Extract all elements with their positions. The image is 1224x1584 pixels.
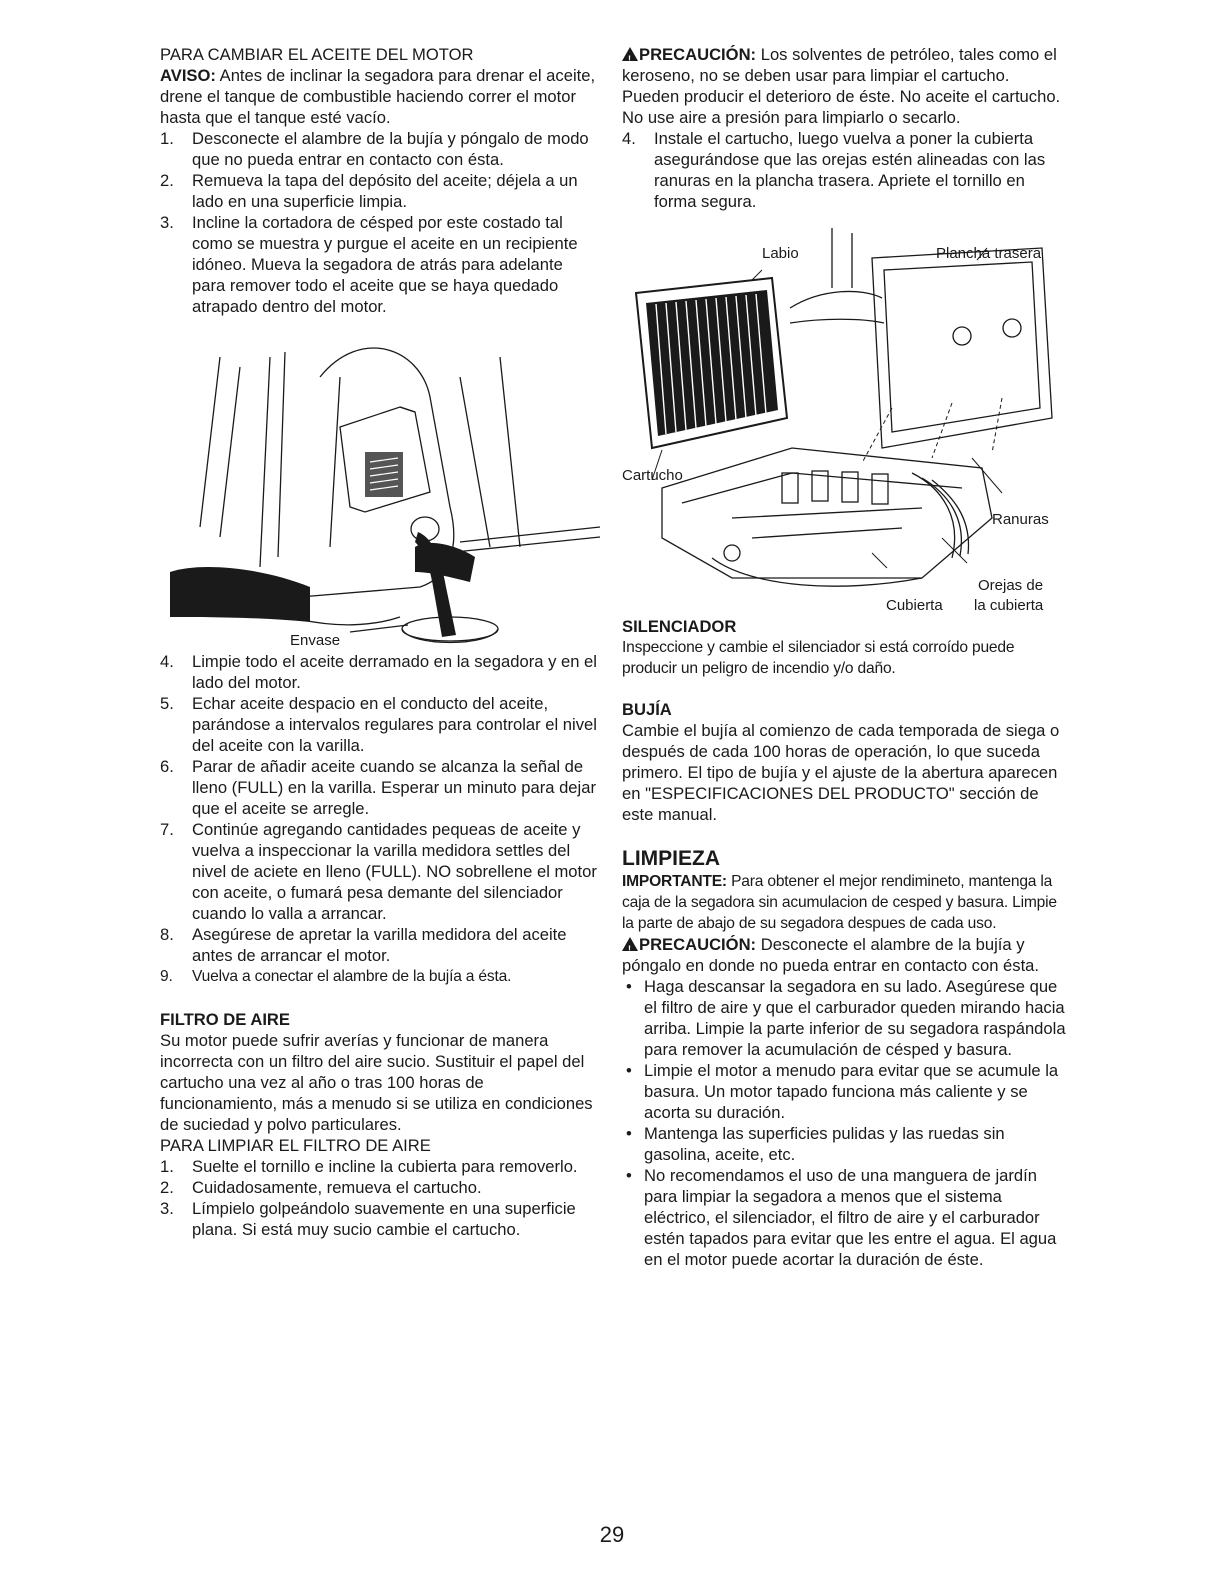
ranuras-label: Ranuras (992, 511, 1049, 528)
list-item (622, 1123, 1068, 1165)
oil-change-heading: PARA CAMBIAR EL ACEITE DEL MOTOR (160, 45, 474, 64)
step-number: 2. (160, 1178, 174, 1197)
spark-plug-body: Cambie el bujía al comienzo de cada temporada de siega o después de cada 100 horas de operación, lo que suceda primero. El tipo de bujía y el ajuste de la abertura aparecen en "ESPECIFICACIONES DEL PRODUCTO" sección de este manual. (622, 721, 1060, 824)
list-item (622, 1165, 1068, 1270)
step-text: Límpielo golpeándolo suavemente en una superficie plana. Si está muy sucio cambie el cartucho. (192, 1199, 576, 1239)
cleaning-important (622, 871, 1068, 934)
cleaning-section (622, 847, 1068, 1270)
step-number: 4. (160, 652, 174, 671)
list-item (160, 924, 600, 966)
left-column (160, 44, 600, 1240)
air-filter-body: Su motor puede sufrir averías y funcionar de manera incorrecta con un filtro del aire sucio. Sustituir el papel del cartucho una vez al año o tras 100 horas de funcionamiento, más a menudo si se utiliza en condiciones de suciedad y polvo particulares. (160, 1031, 593, 1134)
cleaning-heading: LIMPIEZA (622, 847, 720, 870)
bullet-text: No recomendamos el uso de una manguera de jardín para limpiar la segadora a menos que el sistema eléctrico, el silenciador, el filtro de aire y el carburador estén tapados para evitar que les entre el agua. El agua en el motor puede acortar la duración de éste. (644, 1166, 1057, 1269)
caution-text: Los solventes de petróleo, tales como el keroseno, no se deben usar para limpiar el cartucho. Pueden producir el deterioro de éste. No aceite el cartucho. No use aire a presión para limpiarlo o secarlo. (622, 45, 1061, 127)
plancha-label: Plancha trasera (936, 245, 1042, 262)
bullet-icon: • (626, 1166, 632, 1185)
air-filter-illustration (622, 218, 1068, 614)
air-filter-steps (160, 1156, 600, 1240)
step-text: Limpie todo el aceite derramado en la segadora y en el lado del motor. (192, 652, 597, 692)
list-item (622, 128, 1068, 212)
list-item (160, 212, 600, 317)
notice-label: AVISO: (160, 66, 216, 85)
bullet-text: Haga descansar la segadora en su lado. Asegúrese que el filtro de aire y que el carburador queden mirando hacia arriba. Limpie la parte inferior de su segadora raspándola para remover la acumulación de césped y basura. (644, 977, 1066, 1059)
list-item (622, 976, 1068, 1060)
caution-label: PRECAUCIÓN: (639, 935, 757, 954)
step-number: 6. (160, 757, 174, 776)
step-number: 3. (160, 213, 174, 232)
step-number: 1. (160, 1157, 174, 1176)
step-text: Suelte el tornillo e incline la cubierta para removerlo. (192, 1157, 578, 1176)
warning-icon (622, 937, 638, 951)
step-text: Cuidadosamente, remueva el cartucho. (192, 1178, 482, 1197)
warning-icon (622, 47, 638, 61)
muffler-body: Inspeccione y cambie el silenciador si está corroído puede producir un peligro de incendio y/o daño. (622, 639, 1015, 677)
caution-text: Desconecte el alambre de la bujía y póngalo en donde no pueda entrar en contacto con ésta. (622, 935, 1040, 975)
list-item (160, 1198, 600, 1240)
labio-label: Labio (762, 245, 799, 262)
air-filter-subheading: PARA LIMPIAR EL FILTRO DE AIRE (160, 1136, 431, 1155)
right-column (622, 44, 1068, 1270)
step-text: Parar de añadir aceite cuando se alcanza la señal de lleno (FULL) en la varilla. Esperar un minuto para dejar que el aceite se arregle. (192, 757, 596, 818)
envase-label: Envase (290, 632, 341, 649)
list-item (160, 966, 600, 987)
step-text: Echar aceite despacio en el conducto del aceite, parándose a intervalos regulares para controlar el nivel del aceite con la varilla. (192, 694, 597, 755)
orejas-label-line1: Orejas de (978, 577, 1044, 594)
important-label: IMPORTANTE: (622, 873, 727, 890)
important-text: Para obtener el mejor rendimineto, mantenga la caja de la segadora sin acumulacion de cesped y basura. Limpie la parte de abajo de su segadora despues de cada uso. (622, 873, 1057, 932)
step-text: Desconecte el alambre de la bujía y póngalo de modo que no pueda entrar en contacto con ésta. (192, 129, 589, 169)
step-text: Instale el cartucho, luego vuelva a poner la cubierta asegurándose que las orejas estén alineadas con las ranuras en la plancha trasera. Apriete el tornillo en forma segura. (654, 129, 1046, 211)
caution-solvents (622, 44, 1068, 128)
step-number: 1. (160, 129, 174, 148)
list-item (160, 693, 600, 756)
cleaning-caution (622, 934, 1068, 976)
list-item (160, 1156, 600, 1177)
step-number: 7. (160, 820, 174, 839)
notice-text: Antes de inclinar la segadora para drenar el aceite, drene el tanque de combustible haciendo correr el motor hasta que el tanque esté vacío. (160, 66, 596, 127)
bullet-text: Limpie el motor a menudo para evitar que se acumule la basura. Un motor tapado funciona más caliente y se acorta su duración. (644, 1061, 1059, 1122)
list-item (622, 1060, 1068, 1123)
air-filter-section (160, 1009, 600, 1240)
step-number: 4. (622, 129, 636, 148)
list-item (160, 819, 600, 924)
step-number: 2. (160, 171, 174, 190)
list-item (160, 128, 600, 170)
cubierta-label: Cubierta (886, 597, 943, 614)
oil-notice (160, 65, 600, 128)
page-number: 29 (599, 1522, 625, 1547)
air-filter-heading: FILTRO DE AIRE (160, 1010, 290, 1029)
step-text: Asegúrese de apretar la varilla medidora del aceite antes de arrancar el motor. (192, 925, 567, 965)
step-text: Incline la cortadora de césped por este costado tal como se muestra y purgue el aceite en un recipiente idóneo. Mueva la segadora de atrás para adelante para remover todo el aceite que se haya quedado atrapado dentro del motor. (192, 213, 578, 316)
oil-steps-a (160, 128, 600, 317)
step-number: 8. (160, 925, 174, 944)
bullet-icon: • (626, 1124, 632, 1143)
step-number: 5. (160, 694, 174, 713)
step-text: Vuelva a conectar el alambre de la bujía a ésta. (192, 968, 512, 985)
list-item (160, 170, 600, 212)
bullet-icon: • (626, 1061, 632, 1080)
list-item (160, 651, 600, 693)
list-item (160, 756, 600, 819)
oil-drain-illustration (160, 317, 600, 647)
bullet-icon: • (626, 977, 632, 996)
caution-label: PRECAUCIÓN: (639, 45, 757, 64)
cleaning-bullets (622, 976, 1068, 1270)
oil-change-section (160, 44, 600, 987)
bullet-text: Mantenga las superficies pulidas y las ruedas sin gasolina, aceite, etc. (644, 1124, 1005, 1164)
spark-plug-heading: BUJÍA (622, 700, 672, 719)
orejas-label-line2: la cubierta (974, 597, 1044, 614)
spark-plug-section (622, 699, 1068, 825)
filter-step-4 (622, 128, 1068, 212)
step-text: Continúe agregando cantidades pequeas de aceite y vuelva a inspeccionar la varilla medidora settles del nivel de aciete en lleno (FULL). NO sobrellene el motor con aceite, o fumará pesa demante del silenciador cuando lo valla a arrancar. (192, 820, 597, 923)
oil-steps-b (160, 651, 600, 987)
list-item (160, 1177, 600, 1198)
step-number: 9. (160, 968, 173, 985)
step-text: Remueva la tapa del depósito del aceite; déjela a un lado en una superficie limpia. (192, 171, 578, 211)
muffler-heading: SILENCIADOR (622, 617, 737, 636)
cartucho-label: Cartucho (622, 467, 683, 484)
muffler-section (622, 616, 1068, 679)
step-number: 3. (160, 1199, 174, 1218)
